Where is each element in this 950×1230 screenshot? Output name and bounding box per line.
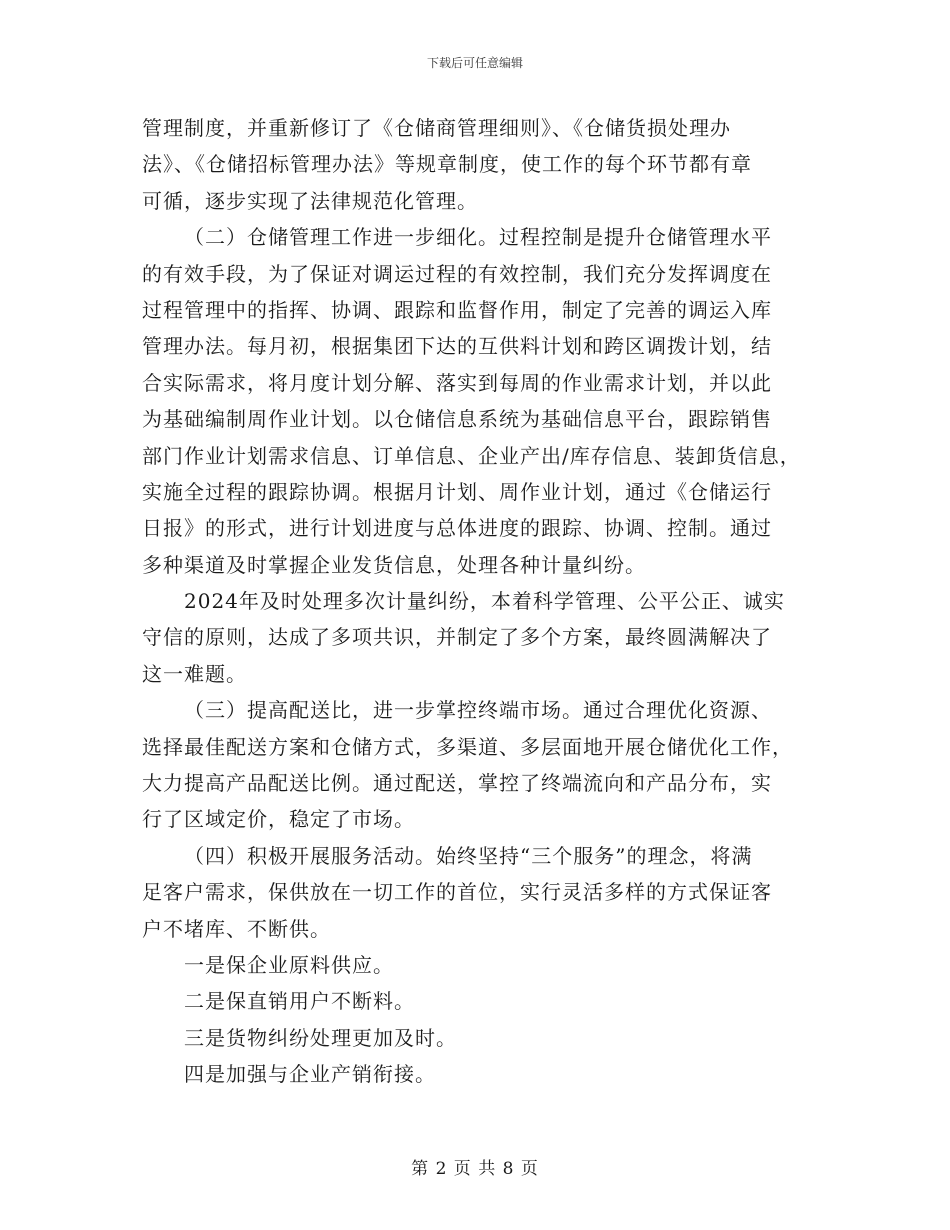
text-line: 一是保企业原料供应。 [184,952,394,977]
text-line: （二）仓储管理工作进一步细化。过程控制是提升仓储管理水平 [184,225,772,250]
text-line: 2024年及时处理多次计量纠纷，本着科学管理、公平公正、诚实 [184,589,785,614]
text-line: 足客户需求，保供放在一切工作的首位，实行灵活多样的方式保证客 [142,880,772,905]
text-line: 日报》的形式，进行计划进度与总体进度的跟踪、协调、控制。通过 [142,516,772,541]
text-line: 法》、《仓储招标管理办法》等规章制度，使工作的每个环节都有章 [142,152,752,177]
text-line: 大力提高产品配送比例。通过配送，掌控了终端流向和产品分布，实 [142,771,772,796]
text-line: 为基础编制周作业计划。以仓储信息系统为基础信息平台，跟踪销售 [142,407,772,432]
text-line: 这一难题。 [142,661,247,686]
text-line: 合实际需求，将月度计划分解、落实到每周的作业需求计划，并以此 [142,370,772,395]
text-line: 管理办法。每月初，根据集团下达的互供料计划和跨区调拨计划，结 [142,334,772,359]
page-number: 第 2 页 共 8 页 [411,1159,539,1179]
text-line: 守信的原则，达成了多项共识，并制定了多个方案，最终圆满解决了 [142,625,772,650]
text-line: 户不堵库、不断供。 [142,916,331,941]
text-line: 四是加强与企业产销衔接。 [184,1062,436,1087]
text-line: （四）积极开展服务活动。始终坚持“三个服务”的理念，将满 [184,843,753,868]
text-line: 三是货物纠纷处理更加及时。 [184,1025,457,1050]
text-line: 多种渠道及时掌握企业发货信息，处理各种计量纠纷。 [142,552,646,577]
document-body [142,110,822,1093]
text-line: 实施全过程的跟踪协调。根据月计划、周作业计划，通过《仓储运行 [142,479,772,504]
text-line: 二是保直销用户不断料。 [184,989,415,1014]
text-line: 选择最佳配送方案和仓储方式，多渠道、多层面地开展仓储优化工作， [142,734,793,759]
text-line: 可循，逐步实现了法律规范化管理。 [142,188,478,213]
text-line: 的有效手段，为了保证对调运过程的有效控制，我们充分发挥调度在 [142,261,772,286]
download-note: 下载后可任意编辑 [426,56,523,70]
text-line: 行了区域定价，稳定了市场。 [142,807,415,832]
text-line: 部门作业计划需求信息、订单信息、企业产出/库存信息、装卸货信息， [142,443,801,468]
text-line: 管理制度，并重新修订了《仓储商管理细则》、《仓储货损处理办 [142,116,731,140]
text-line: 过程管理中的指挥、协调、跟踪和监督作用，制定了完善的调运入库 [142,297,772,322]
text-line: （三）提高配送比，进一步掌控终端市场。通过合理优化资源、 [184,698,772,723]
